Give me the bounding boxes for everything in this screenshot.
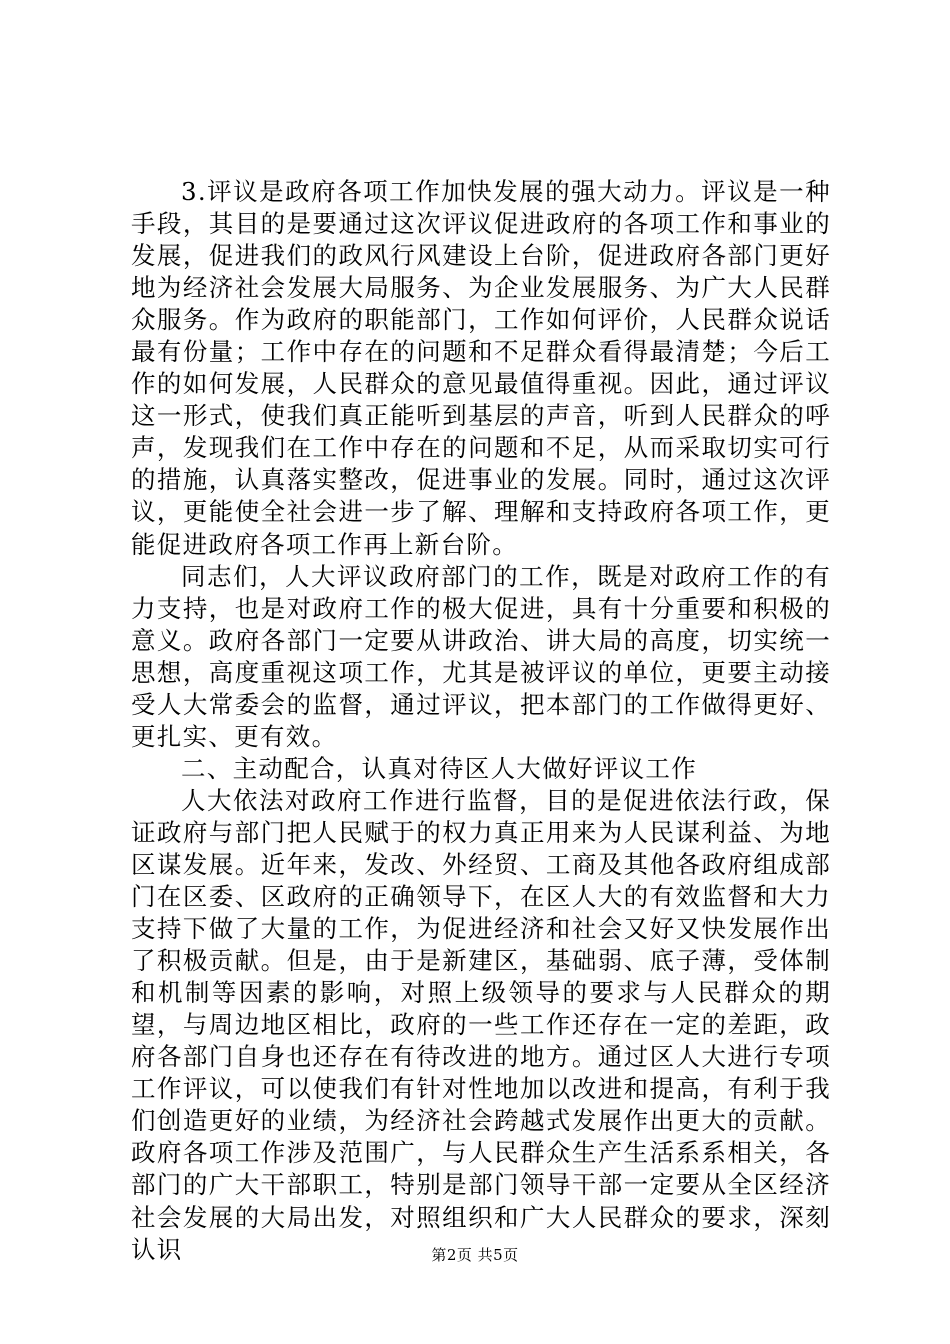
page-number-footer: 第2页 共5页 bbox=[431, 1246, 519, 1264]
document-body bbox=[131, 176, 831, 1266]
section-heading-cooperation: 二、主动配合，认真对待区人大做好评议工作 bbox=[181, 753, 697, 783]
paragraph-supervision: 人大依法对政府工作进行监督，目的是促进依法行政，保证政府与部门把人民赋于的权力真正用来为人民谋利益、为地区谋发展。近年来，发改、外经贸、工商及其他各政府组成部门在区委、区政府的正确领导下，在区人大的有效监督和大力支持下做了大量的工作，为促进经济和社会又好又快发展作出了积极贡献。但是，由于是新建区，基础弱、底子薄，受体制和机制等因素的影响，对照上级领导的要求与人民群众的期望，与周边地区相比，政府的一些工作还存在一定的差距，政府各部门自身也还存在有待改进的地方。通过区人大进行专项工作评议，可以使我们有针对性地加以改进和提高，有利于我们创造更好的业绩，为经济社会跨越式发展作出更大的贡献。政府各项工作涉及范围广，与人民群众生产生活系系相关，各部门的广大干部职工，特别是部门领导干部一定要从全区经济社会发展的大局出发，对照组织和广大人民群众的要求，深刻认识 bbox=[131, 785, 831, 1264]
paragraph-comrades: 同志们，人大评议政府部门的工作，既是对政府工作的有力支持，也是对政府工作的极大促进，具有十分重要和积极的意义。政府各部门一定要从讲政治、讲大局的高度，切实统一思想，高度重视这项工作，尤其是被评议的单位，更要主动接受人大常委会的监督，通过评议，把本部门的工作做得更好、更扎实、更有效。 bbox=[131, 561, 831, 751]
paragraph-evaluation-motivation: 3.评议是政府各项工作加快发展的强大动力。评议是一种手段，其目的是要通过这次评议促进政府的各项工作和事业的发展，促进我们的政风行风建设上台阶，促进政府各部门更好地为经济社会发展大局服务、为企业发展服务、为广大人民群众服务。作为政府的职能部门，工作如何评价，人民群众说话最有份量；工作中存在的问题和不足群众看得最清楚；今后工作的如何发展，人民群众的意见最值得重视。因此，通过评议这一形式，使我们真正能听到基层的声音，听到人民群众的呼声，发现我们在工作中存在的问题和不足，从而采取切实可行的措施，认真落实整改，促进事业的发展。同时，通过这次评议，更能使全社会进一步了解、理解和支持政府各项工作，更能促进政府各项工作再上新台阶。 bbox=[131, 177, 831, 559]
